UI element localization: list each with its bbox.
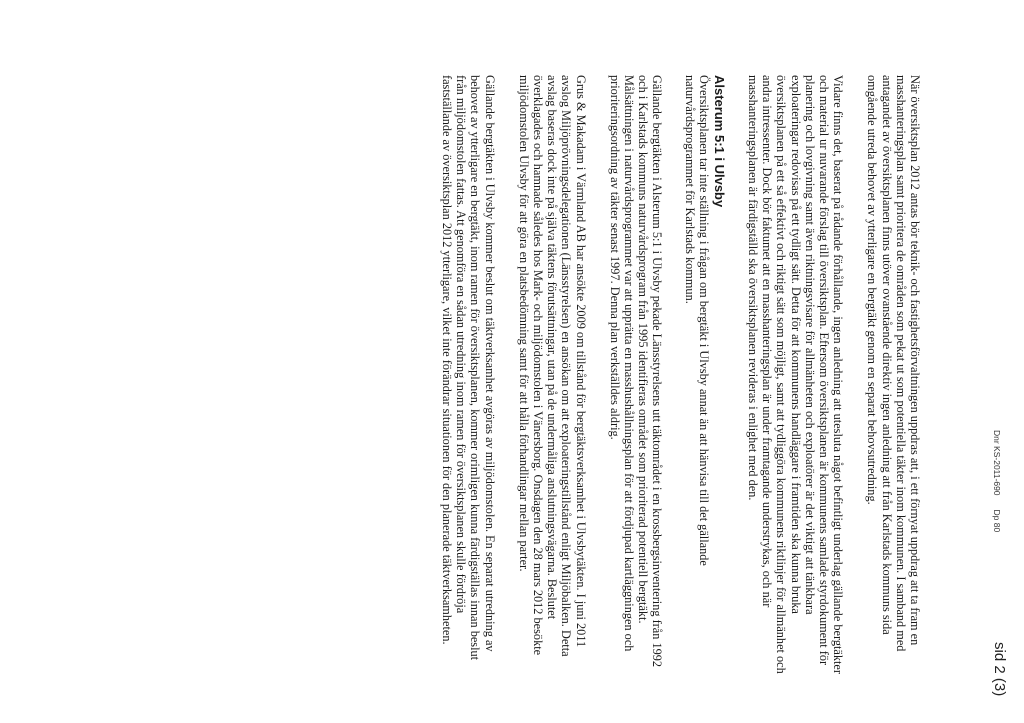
paragraph-overview-plan: När översiktsplan 2012 antas bör teknik- och fastighetsförvaltningen uppdras att, i ett förnyat uppdrag att ta fram en masshanteringsplan samt prioritera de områden som pekat ut som potentiella täkter inom kommunen. I samband med antagandet av översiktsplanen finns utöver ovanstående direktiv ingen anledning att från Karlstads kommuns sida omgående utreda behovet av ytterligare en bergtäkt genom en separat behovsutredning. [865, 75, 922, 652]
page-number: sid 2 (3) [991, 642, 1008, 697]
paragraph-alsterum-history: Gällande bergtäkten i Alsterum 5:1 i Ulvsby pekade Länsstyrelsens utt täktområdet i en krossbergsinventering från 1992 och i Karlstads kommuns naturvårdsprogram från 1995 identifieras området som prioriterad potentiell bergtäkt. Målsättningen i naturvårdsprogrammet var att upprätta en masshushållningsplan för att fördjupad kartläggningen och prioriteringsordning av täkter senast 1997. Denna plan verkställdes aldrig. [607, 75, 665, 668]
dp-number: Dp 80 [992, 509, 1002, 533]
paragraph-existing-basis: Vidare finns det, baserat på rådande förhållande, ingen anledning att utesluta något befintligt underlag gällande bergtäkter och material ur nuvarande förslag till översiktsplan. Eftersom översiktsplanen är kommunens samlade styrdokument för planering och lovgivning samt även riktningsvisare för allmänheten och exploatörer är det viktigt att tänkbara exploateringar redovisas på ett tydligt sätt. Detta för att kommunens handläggare i framtiden ska kunna bruka översiktsplanen på ett så effektivt och riktigt sätt som möjligt, samt att tydliggöra kommunens riktlinjer för allmänhet och andra intressenter. Dock bör faktumet att en masshanteringsplan är under framtagande understrykas, och när masshanteringsplanen är färdigställd ska översiktsplanen revideras i enlighet med den. [745, 75, 846, 674]
document-reference [992, 430, 1002, 532]
section-intro: Översiktsplanen tar inte ställning i frågan om bergtäkt i Ulvsby annat än att hänvisa till det gällande naturvårdsprogrammet för Karlstads kommun. [682, 75, 711, 566]
paragraph-conclusion: Gällande bergtäkten i Ulvsby kommer beslut om täktverksamhet avgöras av miljödomstolen. En separat utredning av behovet av ytterligare en bergtäkt, inom ramen för översiktsplanen, kommer orimligen kunna färdigställas innan beslut från miljödomstolen fattas. Att genomföra en sådan utredning inom ramen för översiktsplanen skulle fördröja fastställande av översiktsplan 2012 ytterligare, vilket inte förändrar situationen för den planerade täktverksamheten. [439, 75, 497, 661]
section-heading: Alsterum 5:1 i Ulvsby [711, 75, 727, 208]
paragraph-permit-application: Grus & Makadam i Värmland AB har ansökte 2009 om tillstånd för bergtäktsverksamhet i Ulvsbytäkten. I juni 2011 avslog Miljöprövningsdelegationen (Länsstyrelsen) en ansökan om att exploateringstillstånd enligt Miljöbalken. Detta avslag baseras dock inte på själva täktens förutsättningar, utan på de undermåliga anslutningsvägarna. Beslutet överklagades och hamnade således hos Mark- och miljödomstolen i Vänersborg. Onsdagen den 28 mars 2012 besökte miljödomstolen Ulvsby för att göra en platsbedömning samt för att hålla förhandlingar mellan parter. [516, 75, 588, 657]
diarienummer: Dnr KS-2011-690 [992, 430, 1002, 496]
document-body [420, 75, 922, 675]
